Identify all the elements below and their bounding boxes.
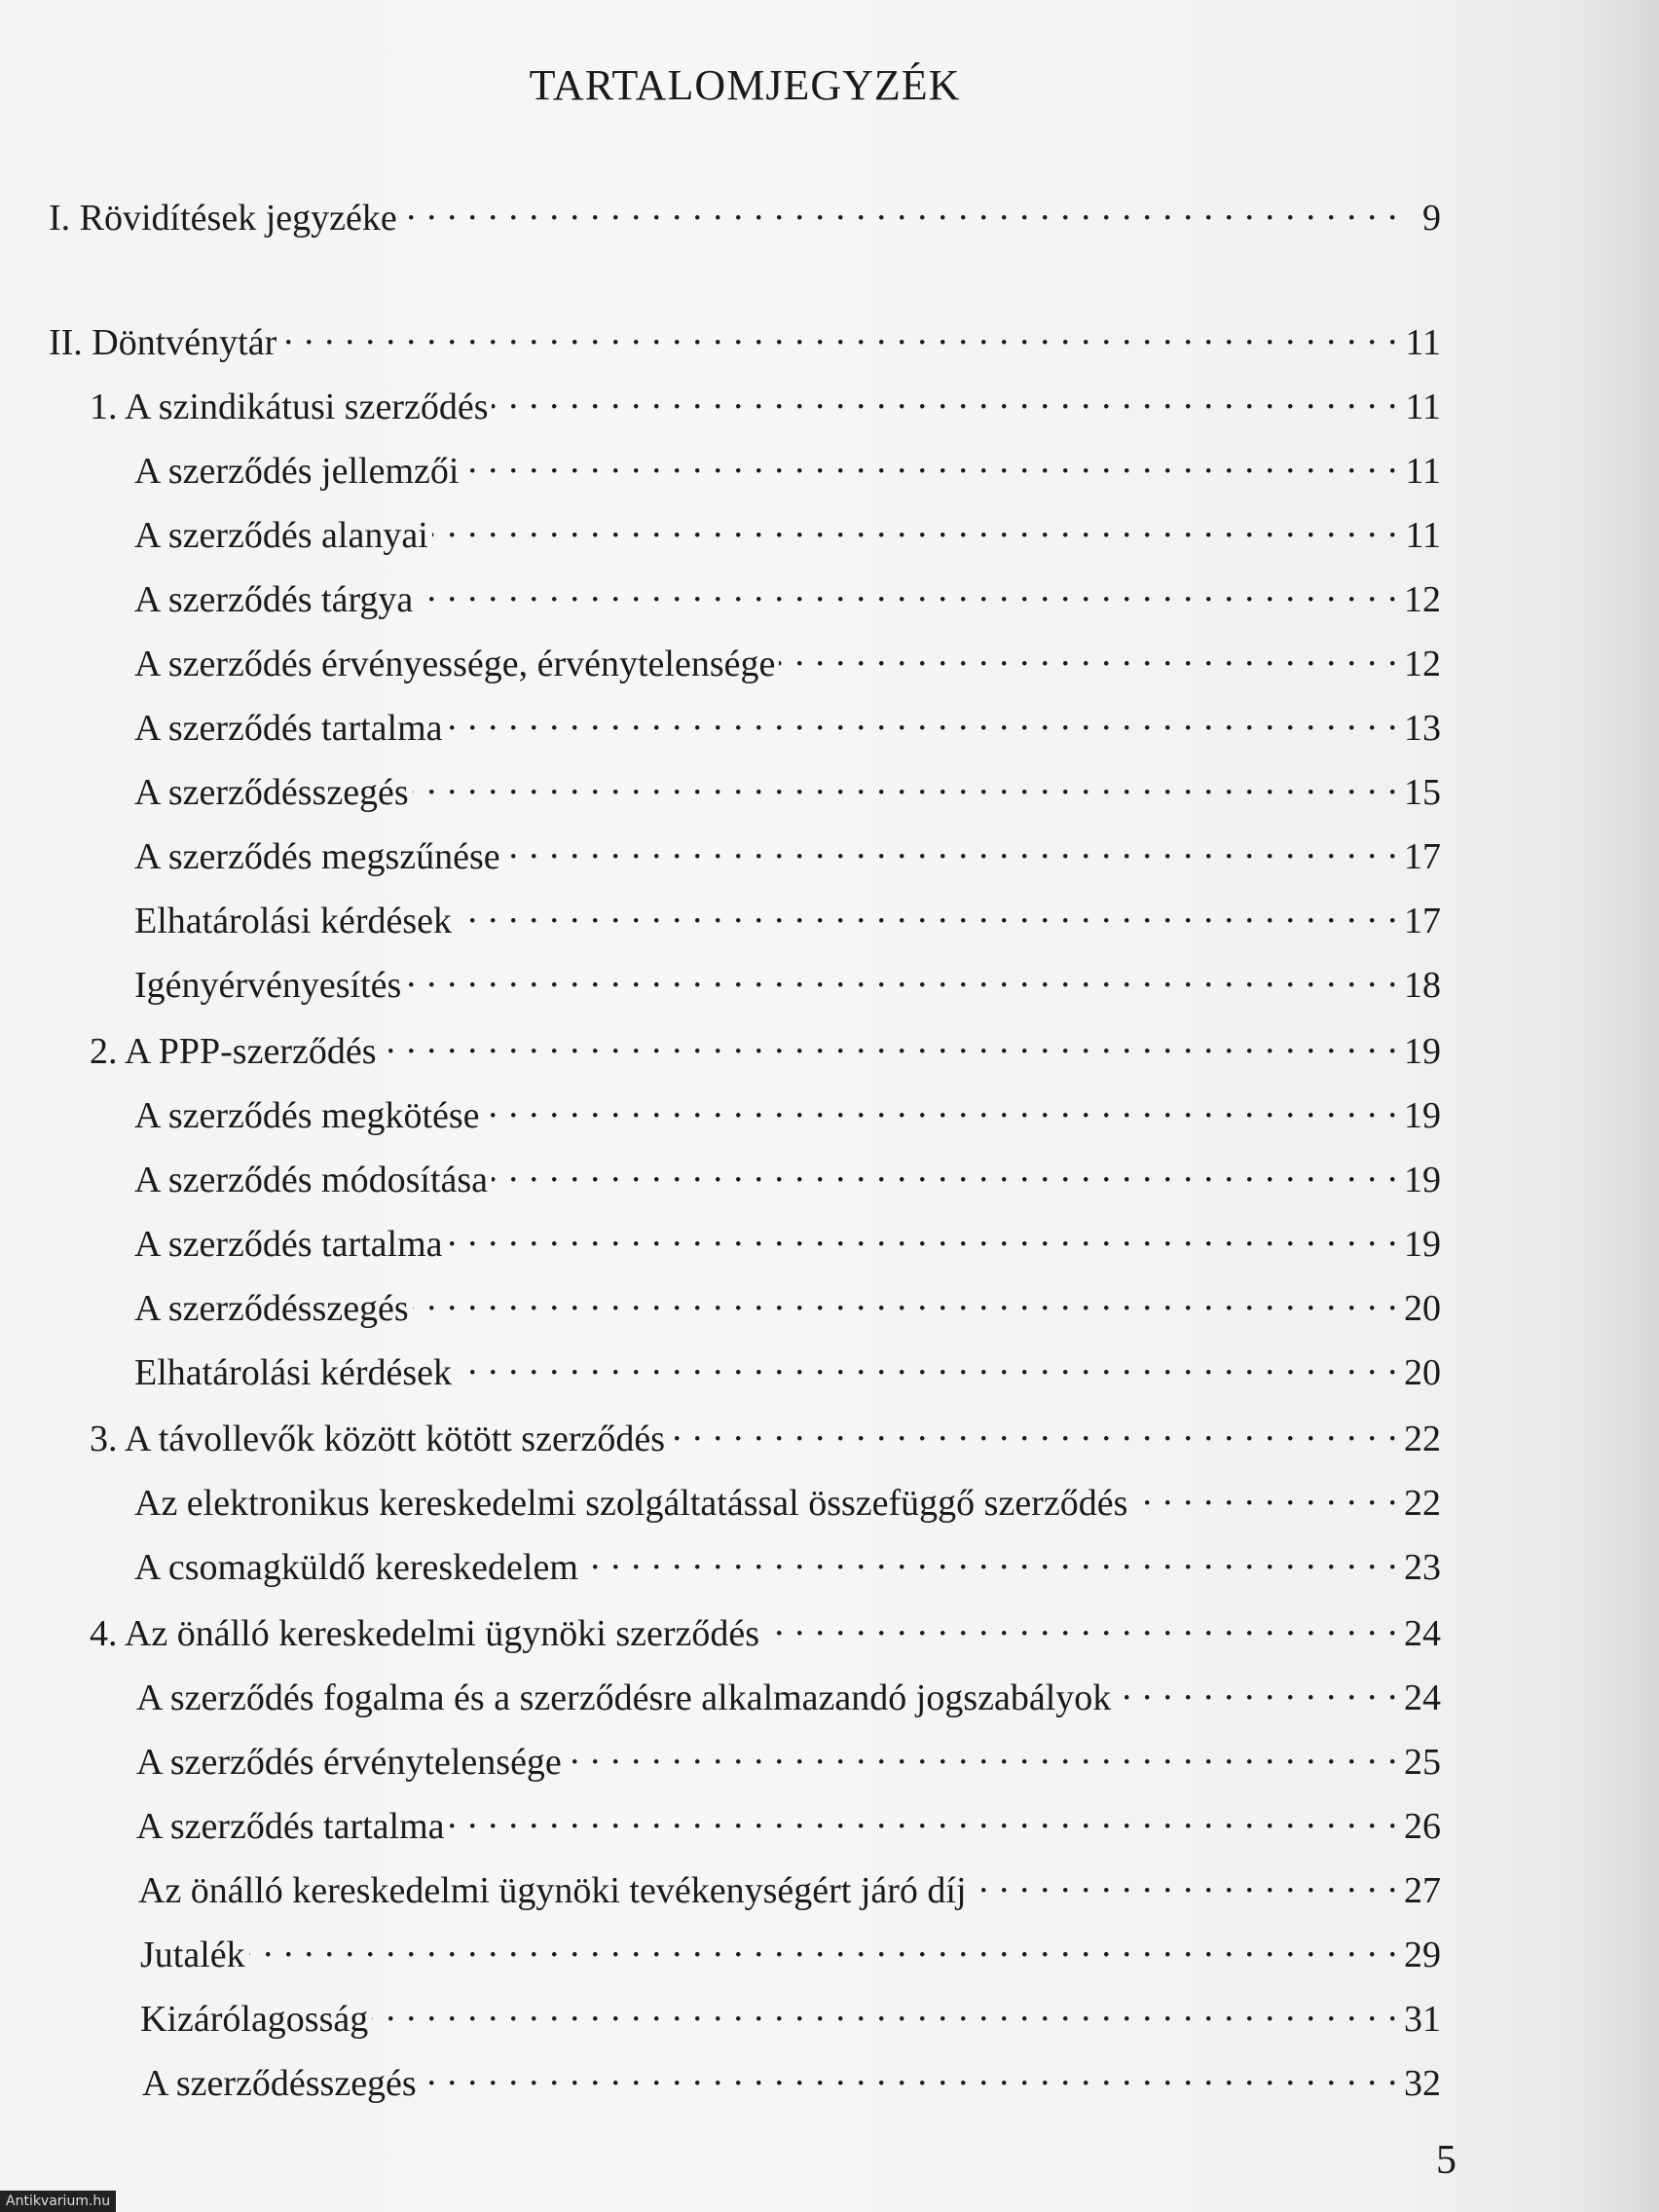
- toc-entry-page: 11: [1405, 322, 1441, 363]
- toc-entry: [134, 1211, 1441, 1265]
- toc-entry: [134, 502, 1441, 556]
- page-title: TARTALOMJEGYZÉK: [529, 61, 961, 109]
- toc-entry-label: 4. Az önálló kereskedelmi ügynöki szerződés: [90, 1613, 760, 1654]
- toc-entry: [90, 374, 1441, 427]
- toc-entry: [134, 1147, 1441, 1200]
- toc-entry-label: Elhatárolási kérdések: [134, 901, 453, 941]
- toc-entry: [142, 2050, 1441, 2104]
- toc-entry: [134, 824, 1441, 877]
- toc-entry-page: 18: [1404, 965, 1441, 1006]
- toc-entry-label: A szerződés megkötése: [134, 1095, 480, 1136]
- toc-entry: [90, 1018, 1441, 1072]
- toc-entry-label: Kizárólagosság: [140, 1999, 369, 2040]
- toc-entry-label: A szerződésszegés: [142, 2063, 417, 2104]
- toc-entry-page: 9: [1422, 198, 1441, 239]
- toc-entry-label: A szerződés fogalma és a szerződésre alkalmazandó jogszabályok: [136, 1677, 1112, 1718]
- toc-leader-dots: [405, 952, 1398, 997]
- toc-leader-dots: [449, 1793, 1398, 1838]
- page-edge-shadow: [1581, 0, 1659, 2212]
- toc-entry-page: 24: [1404, 1613, 1441, 1654]
- toc-leader-dots: [372, 1986, 1398, 2031]
- toc-entry-page: 27: [1404, 1870, 1441, 1911]
- toc-entry-page: 31: [1404, 1999, 1441, 2040]
- toc-entry-page: 11: [1405, 387, 1441, 427]
- toc-leader-dots: [417, 567, 1398, 611]
- toc-entry-label: 3. A távollevők között kötött szerződés: [90, 1419, 666, 1459]
- toc-entry-page: 23: [1404, 1547, 1441, 1588]
- toc-leader-dots: [971, 1858, 1398, 1902]
- toc-entry-page: 22: [1404, 1419, 1441, 1459]
- toc-entry: [134, 759, 1441, 813]
- toc-entry: [134, 1534, 1441, 1588]
- toc-entry-label: A szerződés érvényessége, érvénytelensége: [134, 644, 776, 684]
- toc-leader-dots: [492, 374, 1398, 419]
- toc-leader-dots: [779, 631, 1398, 676]
- toc-leader-dots: [432, 502, 1398, 547]
- toc-entry-page: 19: [1404, 1224, 1441, 1265]
- toc-entry-label: Igényérvényesítés: [134, 965, 402, 1006]
- toc-leader-dots: [582, 1534, 1398, 1579]
- toc-entry-page: 17: [1404, 901, 1441, 941]
- toc-leader-dots: [381, 1018, 1399, 1063]
- toc-leader-dots: [484, 1083, 1398, 1127]
- toc-entry-label: A szerződés jellemzői: [134, 451, 460, 492]
- page-number: 5: [1436, 2138, 1456, 2183]
- toc-leader-dots: [1115, 1665, 1398, 1710]
- toc-entry-label: A szerződés megszűnése: [134, 836, 500, 877]
- toc-entry-label: A szerződés módosítása: [134, 1160, 489, 1200]
- toc-entry: [140, 1922, 1441, 1975]
- toc-entry: [136, 1793, 1441, 1847]
- toc-leader-dots: [566, 1729, 1398, 1774]
- toc-leader-dots: [249, 1922, 1398, 1967]
- watermark: Antikvarium.hu: [0, 2191, 116, 2212]
- toc-leader-dots: [413, 1275, 1398, 1320]
- toc-entry-page: 15: [1404, 772, 1441, 813]
- toc-entry-label: A szerződés tárgya: [134, 579, 414, 620]
- toc-entry-label: A szerződésszegés: [134, 772, 409, 813]
- toc-entry: [134, 1470, 1441, 1524]
- toc-entry-page: 19: [1404, 1160, 1441, 1200]
- toc-entry: [49, 310, 1441, 363]
- toc-leader-dots: [763, 1601, 1398, 1645]
- toc-entry-page: 22: [1404, 1483, 1441, 1524]
- toc-entry-label: A szerződésszegés: [134, 1288, 409, 1329]
- toc-leader-dots: [456, 888, 1398, 933]
- toc-leader-dots: [401, 185, 1398, 230]
- toc-entry: [134, 1340, 1441, 1393]
- toc-entry: [134, 631, 1441, 684]
- toc-entry-label: I. Rövidítések jegyzéke: [49, 198, 397, 239]
- toc-entry-page: 19: [1404, 1031, 1441, 1072]
- toc-entry-label: A szerződés tartalma: [134, 1224, 443, 1265]
- toc-entry-label: A csomagküldő kereskedelem: [134, 1547, 578, 1588]
- toc-leader-dots: [504, 824, 1398, 868]
- toc-entry-page: 12: [1404, 644, 1441, 684]
- toc-entry: [90, 1601, 1441, 1654]
- toc-entry-label: Az elektronikus kereskedelmi szolgáltatással összefüggő szerződés: [134, 1483, 1128, 1524]
- toc-leader-dots: [462, 438, 1398, 483]
- toc-entry-label: A szerződés tartalma: [136, 1806, 445, 1847]
- toc-entry-page: 29: [1404, 1935, 1441, 1975]
- toc-entry: [134, 567, 1441, 620]
- toc-entry-label: Jutalék: [140, 1935, 245, 1975]
- toc-entry-label: 1. A szindikátusi szerződés: [90, 387, 489, 427]
- toc-leader-dots: [1131, 1470, 1398, 1515]
- toc-leader-dots: [421, 2050, 1398, 2095]
- toc-entry: [136, 1665, 1441, 1718]
- toc-leader-dots: [492, 1147, 1398, 1192]
- toc-entry-label: A szerződés érvénytelensége: [136, 1742, 562, 1783]
- toc-entry-label: II. Döntvénytár: [49, 322, 277, 363]
- toc-entry-page: 12: [1404, 579, 1441, 620]
- toc-entry: [134, 1275, 1441, 1329]
- toc-entry: [134, 952, 1441, 1006]
- toc-leader-dots: [413, 759, 1398, 804]
- toc-entry-page: 19: [1404, 1095, 1441, 1136]
- toc-entry-label: A szerződés alanyai: [134, 515, 428, 556]
- toc-entry: [136, 1729, 1441, 1783]
- toc-entry-label: A szerződés tartalma: [134, 708, 443, 749]
- toc-leader-dots: [669, 1406, 1398, 1451]
- toc-entry-page: 20: [1404, 1288, 1441, 1329]
- toc-entry: [138, 1858, 1441, 1911]
- toc-entry: [134, 438, 1441, 492]
- toc-entry-page: 20: [1404, 1352, 1441, 1393]
- toc-entry-page: 11: [1405, 451, 1441, 492]
- toc-entry: [134, 1083, 1441, 1136]
- toc-leader-dots: [447, 1211, 1398, 1256]
- toc-entry: [140, 1986, 1441, 2040]
- toc-entry-page: 17: [1404, 836, 1441, 877]
- toc-entry-page: 11: [1405, 515, 1441, 556]
- toc-entry-label: 2. A PPP-szerződés: [90, 1031, 377, 1072]
- toc-entry: [134, 695, 1441, 749]
- toc-entry-label: Az önálló kereskedelmi ügynöki tevékenységért járó díj: [138, 1870, 967, 1911]
- toc-entry-page: 13: [1404, 708, 1441, 749]
- toc-leader-dots: [456, 1340, 1398, 1384]
- toc-leader-dots: [447, 695, 1398, 740]
- toc-entry-page: 25: [1404, 1742, 1441, 1783]
- toc-entry-page: 32: [1404, 2063, 1441, 2104]
- toc-entry: [90, 1406, 1441, 1459]
- toc-entry-label: Elhatárolási kérdések: [134, 1352, 453, 1393]
- toc-entry: [49, 185, 1441, 239]
- toc-entry: [134, 888, 1441, 941]
- toc-leader-dots: [280, 310, 1398, 354]
- toc-entry-page: 26: [1404, 1806, 1441, 1847]
- toc-entry-page: 24: [1404, 1677, 1441, 1718]
